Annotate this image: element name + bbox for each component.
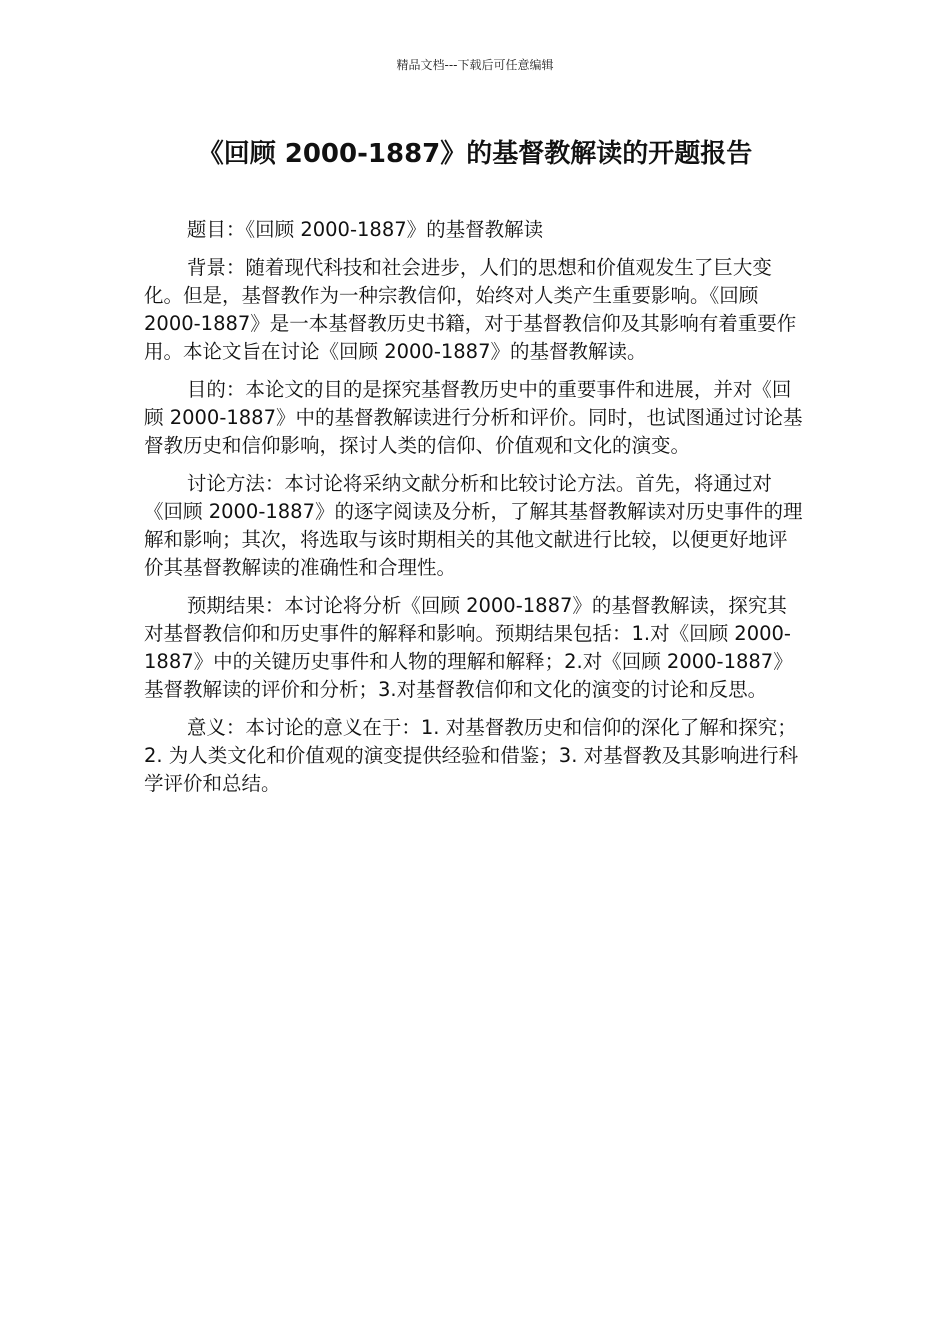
paragraph-expected-results: 预期结果：本讨论将分析《回顾 2000-1887》的基督教解读，探究其对基督教信仰和历史事件的解释和影响。预期结果包括：1.对《回顾 2000-1887》中的关键历史事件和人物的理解和解释；2.对《回顾 2000-1887》基督教解读的评价和分析；3.对基督教信仰和文化的演变的讨论和反思。 — [144, 594, 793, 701]
paragraph-purpose: 目的：本论文的目的是探究基督教历史中的重要事件和进展，并对《回顾 2000-1887》中的基督教解读进行分析和评价。同时，也试图通过讨论基督教历史和信仰影响，探讨人类的信仰、价值观和文化的演变。 — [144, 378, 803, 457]
paragraph-topic: 题目：《回顾 2000-1887》的基督教解读 — [186, 218, 544, 241]
document-title: 《回顾 2000-1887》的基督教解读的开题报告 — [197, 139, 753, 169]
paragraph-significance: 意义：本讨论的意义在于：1. 对基督教历史和信仰的深化了解和探究；2. 为人类文化和价值观的演变提供经验和借鉴；3. 对基督教及其影响进行科学评价和总结。 — [144, 716, 799, 795]
paragraph-background: 背景：随着现代科技和社会进步，人们的思想和价值观发生了巨大变化。但是，基督教作为一种宗教信仰，始终对人类产生重要影响。《回顾 2000-1887》是一本基督教历史书籍，对于基督教信仰及其影响有着重要作用。本论文旨在讨论《回顾 2000-1887》的基督教解读。 — [144, 256, 797, 363]
paragraph-method: 讨论方法：本讨论将采纳文献分析和比较讨论方法。首先，将通过对《回顾 2000-1887》的逐字阅读及分析，了解其基督教解读对历史事件的理解和影响；其次，将选取与该时期相关的其他文献进行比较，以便更好地评价其基督教解读的准确性和合理性。 — [144, 472, 803, 579]
document-body — [144, 216, 806, 808]
header-note: 精品文档---下载后可任意编辑 — [396, 58, 554, 72]
